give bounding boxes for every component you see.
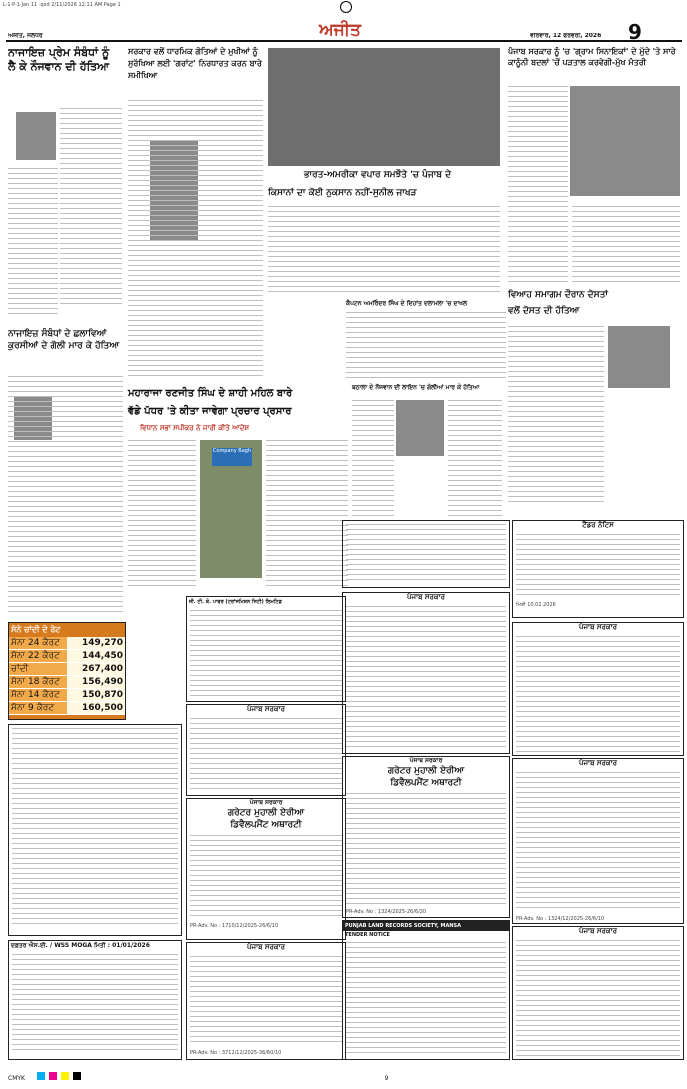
rate-label: ਸੋਨਾ 22 ਕੈਰਟ (11, 651, 60, 661)
article-text-cm (508, 86, 568, 286)
article-text-maharaja-a (128, 440, 196, 590)
article-text-murder-b (448, 400, 502, 516)
ad-vikas (342, 520, 510, 588)
black-swatch-icon (73, 1072, 81, 1080)
headline-left-mid: ਨਾਜਾਇਜ਼ ਸੰਬੰਧਾਂ ਦੇ ਛਲਾਵਿਆਂ ਕੁਰਸੀਆਂ ਦੇ ਗੋਲੀ ਮਾਰ ਕੇ ਹੱਤਿਆ (8, 329, 120, 351)
ad-tender-notice (512, 520, 684, 618)
rate-label: ਸੋਨਾ 18 ਕੈਰਟ (11, 677, 60, 687)
article-text-left-b (8, 168, 58, 318)
headline-maharaja-2: ਵੱਡੇ ਪੱਧਰ 'ਤੇ ਕੀਤਾ ਜਾਵੇਗਾ ਪ੍ਰਚਾਰ ਪ੍ਰਸਾਰ (128, 406, 292, 417)
headline-trade-2: ਕਿਸਾਨਾਂ ਦਾ ਕੋਈ ਨੁਕਸਾਨ ਨਹੀਂ-ਸੁਨੀਲ ਜਾਖੜ (268, 188, 417, 198)
tender-date: ਮਿਤੀ 10.02.2026 (516, 602, 556, 608)
article-text-cm-b (572, 206, 680, 286)
rate-label: ਸੋਨਾ 9 ਕੈਰਟ (11, 703, 55, 713)
print-footer (8, 1072, 678, 1084)
ad-gmada-1 (186, 798, 346, 940)
cmyk-label: CMYK (8, 1075, 25, 1082)
punjab-sarkar-label: ਪੰਜਾਬ ਸਰਕਾਰ (578, 759, 617, 767)
pr-adv-number: PR-Adv. No : 1324/2025-26/6/20 (346, 909, 427, 915)
ad-punjab-sarkar-2 (512, 622, 684, 756)
gtk-title: ਜੀ. ਟੀ. ਕੇ. ਪਾਵਰ (ਟਰਾਂਸਮਿਸ਼ਨ ਸਿਟੀ) ਲਿਮਟਿਡ (189, 599, 282, 605)
photo-cm (570, 86, 680, 196)
gmada-subtitle: ਡਿਵੈਲਪਮੈਂਟ ਅਥਾਰਟੀ (390, 778, 462, 788)
city-label: ਅਜੀਤ, ਜਲੰਧਰ (8, 33, 43, 39)
rate-value: 149,270 (67, 637, 125, 649)
article-text-wedding (508, 326, 604, 506)
punjab-sarkar-label: ਪੰਜਾਬ ਸਰਕਾਰ (578, 623, 617, 631)
rate-value: 150,870 (67, 689, 125, 701)
registration-mark-icon (340, 1, 352, 13)
ad-punjab-sarkar-1 (342, 592, 510, 754)
issue-date: ਵੀਰਵਾਰ, 12 ਫਰਵਰੀ, 2026 (530, 33, 602, 39)
rate-row (9, 702, 125, 715)
ad-punjab-sarkar-3 (186, 704, 346, 796)
subhead-maharaja: ਵਿਧਾਨ ਸਭਾ ਸਪੀਕਰ ਨੇ ਜਾਰੀ ਕੀਤੇ ਆਦੇਸ਼ (140, 424, 250, 432)
masthead-logo: ਅਜੀਤ (319, 20, 361, 40)
article-text-murder-a (352, 400, 394, 516)
ad-punjab-sarkar-4 (512, 758, 684, 924)
magenta-swatch-icon (49, 1072, 57, 1080)
gmada-subtitle: ਡਿਵੈਲਪਮੈਂਟ ਅਥਾਰਟੀ (230, 820, 302, 830)
pr-adv-number: PR-Adv. No : 1710/12/2025-26/6/10 (190, 923, 279, 929)
article-text-captain (346, 312, 506, 378)
yellow-swatch-icon (61, 1072, 69, 1080)
print-slug: L·1·P·1·Jan 11 ·qxd 2/11/2026 12:11 AM Page 1 (3, 2, 121, 8)
photo-murder-victim (396, 400, 444, 456)
land-records-title: PUNJAB LAND RECORDS SOCIETY, MANSA (343, 921, 509, 931)
article-text-left-a (60, 108, 122, 308)
rate-row (9, 650, 125, 663)
headline-grant: ਸਰਕਾਰ ਵਲੋਂ ਧਾਰਮਿਕ ਗੋਤਿਆਂ ਦੇ ਮੁਖੀਆਂ ਨੂੰ ਸੁਰੱਖਿਆ ਲਈ 'ਗਰਾਂਟ' ਨਿਰਧਾਰਤ ਕਰਨ ਬਾਰੇ ਸਮੀਖਿਆ (128, 47, 262, 80)
rate-row (9, 663, 125, 676)
footer-page: 9 (384, 1075, 389, 1082)
gold-rates-title: ਸੋਨੇ ਚਾਂਦੀ ਦੇ ਰੇਟ (11, 625, 61, 634)
header-rule (6, 40, 682, 42)
rate-label: ਸੋਨਾ 24 ਕੈਰਟ (11, 638, 60, 648)
tender-ad-moga (8, 940, 182, 1060)
gmada-title: ਗਰੇਟਰ ਮੁਹਾਲੀ ਏਰੀਆ (387, 766, 465, 776)
rate-value: 156,490 (67, 676, 125, 688)
rate-value: 144,450 (67, 650, 125, 662)
ad-punjab-sarkar-6 (512, 926, 684, 1060)
headline-maharaja-1: ਮਹਾਰਾਜਾ ਰਣਜੀਤ ਸਿੰਘ ਦੇ ਸ਼ਾਹੀ ਮਹਿਲ ਬਾਰੇ (128, 388, 293, 399)
headline-wedding-1: ਵਿਆਹ ਸਮਾਗਮ ਦੌਰਾਨ ਦੋਸਤਾਂ (508, 290, 608, 300)
article-text-trade (268, 206, 500, 296)
article-text-grant (128, 100, 263, 380)
tender-notice-title: ਟੈਂਡਰ ਨੋਟਿਸ (582, 521, 614, 529)
rate-value: 267,400 (67, 663, 125, 675)
ad-gmada-2 (342, 756, 510, 918)
land-records-subtitle: TENDER NOTICE (345, 932, 390, 938)
photo-wedding-victim (608, 326, 670, 388)
ad-gtk-power (186, 596, 346, 702)
headline-cm: ਪੰਜਾਬ ਸਰਕਾਰ ਨੂੰ 'ਚ 'ਗ੍ਰਾਮ ਸਿਨਾਇਕਾਂ' ਦੇ ਮੁੱਦੇ 'ਤੇ ਸਾਰੇ ਕਾਨੂੰਨੀ ਬਦਲਾਂ 'ਚੋਂ ਪੜਤਾਲ ਕਰਵੇਗੀ-ਮੁੱਖ ਮੰਤਰੀ (508, 47, 676, 67)
rate-value: 160,500 (67, 702, 125, 714)
page-number: 9 (628, 20, 642, 44)
company-bagh-sign: Company Bagh (212, 448, 252, 466)
photo-victim (16, 112, 56, 160)
rate-row (9, 676, 125, 689)
photo-press-conference (268, 48, 500, 166)
tender-ad-left (8, 724, 182, 936)
headline-left-top: ਨਾਜਾਇਜ਼ ਪ੍ਰੇਮ ਸੰਬੰਧਾਂ ਨੂੰ ਲੈ ਕੇ ਨੌਜਵਾਨ ਦੀ ਹੱਤਿਆ (8, 46, 110, 73)
pr-adv-number: PR-Adv. No : 3712/12/2025-36/60/10 (190, 1050, 282, 1056)
rate-label: ਸੋਨਾ 14 ਕੈਰਟ (11, 690, 60, 700)
headline-trade-1: ਭਾਰਤ-ਅਮਰੀਕਾ ਵਪਾਰ ਸਮਝੌਤੇ 'ਚ ਪੰਜਾਬ ਦੇ (304, 170, 452, 180)
headline-captain: ਕੈਪਟਨ ਅਮਰਿੰਦਰ ਸਿੰਘ ਦੇ ਦਿਹਾਂਤ ਦਲਾਮਲਾ 'ਚ ਦਾਖਲ (346, 300, 468, 307)
headline-wedding-2: ਵਲੋਂ ਦੋਸਤ ਦੀ ਹੱਤਿਆ (508, 306, 580, 316)
punjab-sarkar-label: ਪੰਜਾਬ ਸਰਕਾਰ (406, 593, 445, 601)
gold-rates-box (8, 622, 126, 720)
pr-adv-number: PR-Adv. No : 1324/12/2025-26/6/10 (516, 916, 605, 922)
punjab-sarkar-label: ਪੰਜਾਬ ਸਰਕਾਰ (246, 943, 285, 951)
punjab-sarkar-label: ਪੰਜਾਬ ਸਰਕਾਰ (578, 927, 617, 935)
article-text-left-c (8, 376, 123, 616)
headline-murder: ਬਠਾਲਾ ਦੇ ਨੌਜਵਾਨ ਦੀ ਲਾਇਨ 'ਚ ਗੋਲੀਆਂ ਮਾਰ ਕੇ ਹੱਤਿਆ (352, 384, 480, 391)
punjab-sarkar-label: ਪੰਜਾਬ ਸਰਕਾਰ (249, 799, 283, 806)
moga-ad-title: ਦਫ਼ਤਰ ਐਸ.ਈ. / WSS MOGA ਮਿਤੀ : 01/01/2026 (11, 942, 150, 949)
punjab-sarkar-label: ਪੰਜਾਬ ਸਰਕਾਰ (409, 757, 443, 764)
rate-row (9, 689, 125, 702)
ad-land-records (342, 920, 510, 1060)
rate-row (9, 637, 125, 650)
punjab-sarkar-label: ਪੰਜਾਬ ਸਰਕਾਰ (246, 705, 285, 713)
article-text-maharaja-b (266, 440, 348, 590)
cyan-swatch-icon (37, 1072, 45, 1080)
rate-label: ਚਾਂਦੀ (11, 664, 29, 674)
gmada-title: ਗਰੇਟਰ ਮੁਹਾਲੀ ਏਰੀਆ (227, 808, 305, 818)
ad-punjab-sarkar-5 (186, 942, 346, 1060)
